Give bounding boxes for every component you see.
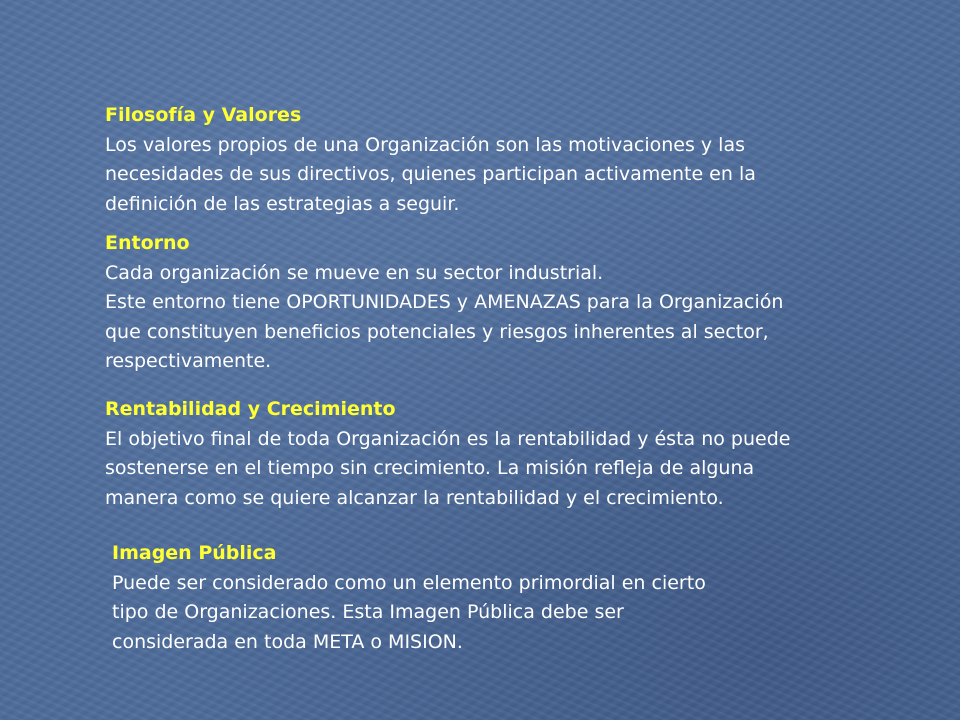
section-line: sostenerse en el tiempo sin crecimiento. La misión refleja de alguna (105, 457, 755, 479)
section-filosofia-valores (105, 101, 865, 219)
section-line: Los valores propios de una Organización son las motivaciones y las (105, 133, 746, 156)
section-line: manera como se quiere alcanzar la rentabilidad y el crecimiento. (105, 486, 724, 509)
section-imagen-publica (112, 539, 792, 657)
section-entorno (105, 229, 885, 377)
section-line: necesidades de sus directivos, quienes participan activamente en la (105, 163, 756, 185)
section-line: Puede ser considerado como un elemento primordial en cierto (112, 571, 706, 594)
section-line: que constituyen beneficios potenciales y riesgos inherentes al sector, (105, 320, 769, 343)
section-line: Este entorno tiene OPORTUNIDADES y AMENAZAS para la Organización (105, 291, 784, 313)
section-title: Imagen Pública (112, 542, 277, 564)
section-title: Filosofía y Valores (105, 104, 302, 126)
section-line: respectivamente. (105, 350, 272, 372)
section-title: Entorno (105, 232, 190, 254)
section-line: tipo de Organizaciones. Esta Imagen Pública debe ser (112, 601, 624, 623)
section-line: El objetivo final de toda Organización es la rentabilidad y ésta no puede (105, 427, 791, 450)
section-line: considerada en toda META o MISION. (112, 630, 463, 653)
section-title: Rentabilidad y Crecimiento (105, 398, 396, 420)
section-line: Cada organización se mueve en su sector industrial. (105, 261, 604, 284)
section-line: definición de las estrategias a seguir. (105, 192, 460, 215)
section-rentabilidad-crecimiento (105, 395, 865, 513)
